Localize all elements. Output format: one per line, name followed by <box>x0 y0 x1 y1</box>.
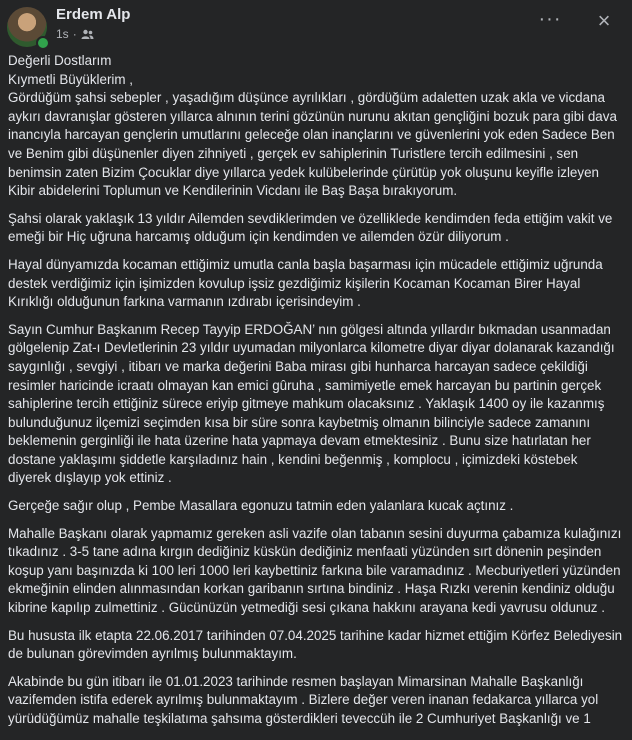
greeting-line: Değerli Dostlarım <box>8 53 112 68</box>
post-header <box>0 0 632 46</box>
post-body <box>8 52 624 738</box>
close-button[interactable]: × <box>597 8 611 33</box>
post-paragraph: Mahalle Başkanı olarak yapmamız gereken asli vazife olan tabanın sesini duyurma çabamıza kulağınızı tıkadınız . 3-5 tane adına kırgın dediğiniz küskün dediğiniz menfaati yüzünden sırt dönenin peşinden koşup yanı başınızda ki 100 leri 1000 leri kaybettiniz farkına bile varamadınız . Mecburiyetleri yüzünden ekmeğinin elinden alınmasından korkan garibanın sırtına bindiniz . Haşa Rızkı verenin kendiniz olduğu kibrine kapılıp zulmettiniz . Gücünüzün yetmediği sesi çıkana hakkını arayana kedi yavrusu oldunuz . <box>8 525 622 616</box>
friends-icon[interactable] <box>81 29 94 40</box>
post-paragraph: Gördüğüm şahsi sebepler , yaşadığım düşünce ayrılıkları , gördüğüm adaletten uzak akla ve vicdana aykırı davranışlar gösteren yıllarca alnının terini gözünün nurunu akıtan gençliğini bozuk para gibi dava inancıyla harcayan gençlerin umutlarını geleceğe olan inançlarını ve güvenlerini yok eden Sadece Ben ve Benim gibi düşünenler diyen zihniyeti , gerçek ev sahiplerinin Turistlere tercih edilmesini , sen benimsin zaten Bizim Çocuklar diye yıllarca yedek kulübelerinde çürütüp yok oluşunu keyifle izleyen Kibir abidelerini Toplumun ve Kendilerinin Vicdanı ile Baş Başa bırakıyorum. <box>8 90 617 199</box>
greeting-line: Kıymetli Büyüklerim , <box>8 71 134 87</box>
post-paragraph: Bu hususta ilk etapta 22.06.2017 tarihinden 07.04.2025 tarihine kadar hizmet ettiğim Körfez Belediyesin de bulunan görevimden ayrılmış bulunmaktayım. <box>8 627 623 662</box>
online-status-dot <box>36 36 50 50</box>
post-paragraph: Akabinde bu gün itibarı ile 01.01.2023 tarihinde resmen başlayan Mimarsinan Mahalle Başkanlığı vazifemden istifa ederek ayrılmış bulunmaktayım . Bizlere değer veren inanan fedakarca yıllarca yol yürüdüğümüz mahalle teşkilatıma şahsıma gösterdikleri teveccüh ile 2 Cumhuriyet Başkanlığı ve 1 <box>8 673 599 726</box>
post-meta <box>56 27 94 41</box>
meta-separator: · <box>72 27 77 41</box>
post-paragraph: Gerçeğe sağır olup , Pembe Masallara egonuzu tatmin eden yalanlara kucak açtınız . <box>8 498 514 514</box>
more-options-button[interactable]: ··· <box>538 8 562 30</box>
post-time[interactable]: 1s <box>56 27 69 41</box>
post-paragraph: Hayal dünyamızda kocaman ettiğimiz umutla canla başla başarması için mücadele ettiğimiz uğrunda destek verdiğimiz için işimizden kovulup işsiz gezdiğimiz kişilerin Kocaman Kocaman Birer Hayal Kırıklığı olduğunun farkına varmanın ızdırabı içerisindeyim . <box>8 256 603 310</box>
post-paragraph: Şahsi olarak yaklaşık 13 yıldır Ailemden sevdiklerimden ve özellikledе kendimden feda ettiğim vakit ve emeği bir Hiç uğruna harcamış olduğum için kendimden ve ailemden özür diliyorum . <box>8 210 613 245</box>
post-paragraph: Sayın Cumhur Başkanım Recep Tayyip ERDOĞAN’ nın gölgesi altında yıllardır bıkmadan usanmadan gölgelenip Zat-ı Devletlerinin 23 yıldır uyumadan milyonlarca kilometre diyar diyar dolanarak kazandığı saygınlığı , sevgiyi , itibarı ve marka değerini Baba mirası gibi hunharca harcayan sadece çekildiği resimler haricinde icraatı olmayan kan emici gûruha , samimiyetle emek harcayan bu partinin gerçek sahiplerine tercih ettiğiniz sürece eriyip gitmeye mahkum olacaksınız . Yaklaşık 1400 oy ile kazanmış bulunduğunuz ilçemizi seçimden kısa bir süre sonra kaybetmiş olmanın bilinciyle sadece zamanını beklemenin gerginliği ile hata üzerine hata yapmaya devam etmektesiniz . Bunu size hatırlatan her dostane yaklaşımı şiddetle karşıladınız hain , kendini beğenmiş , komplocu , içimizdeki köstebek diyerek dışlayıp yok ettiniz . <box>8 321 615 486</box>
author-name[interactable]: Erdem Alp <box>56 6 131 23</box>
